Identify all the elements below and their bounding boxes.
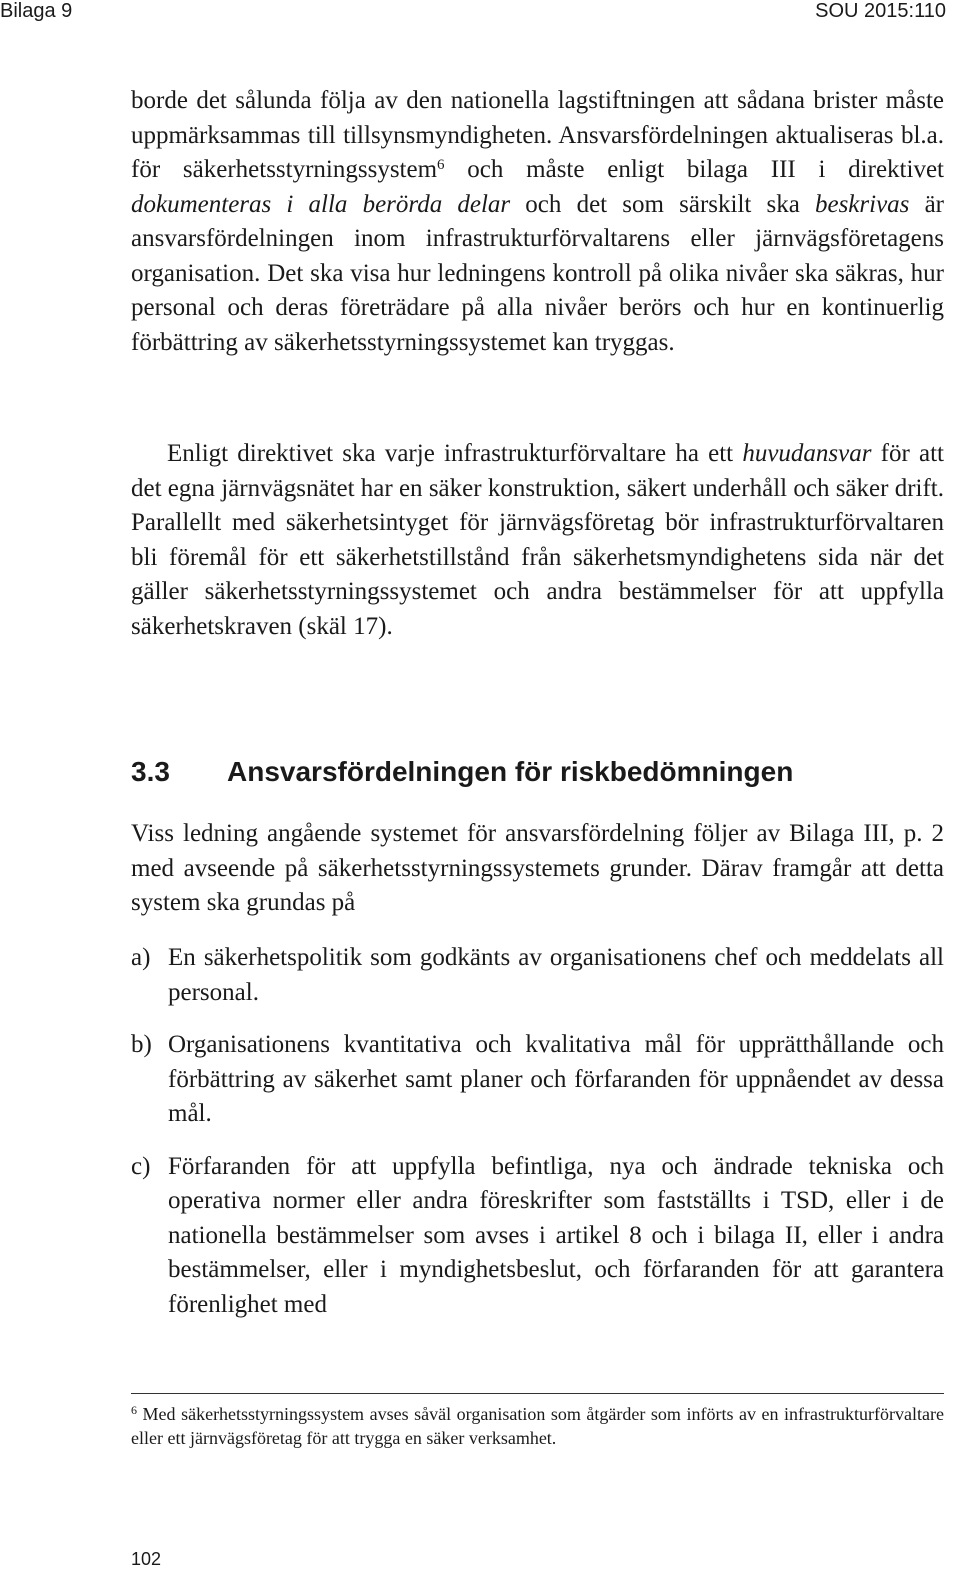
list-item: [131, 1150, 944, 1323]
text-run: för att det egna järnvägsnätet har en säker konstruktion, säkert underhåll och säker drift. Parallellt med säkerhetsintyget för järnvägsföretag bör infrastrukturförvaltaren bli föremål för ett säkerhetstillstånd från säkerhetsmyndighetens sida när det gäller säkerhetsstyrningssystemet och andra bestämmelser för att uppfylla säkerhetskraven (skäl 17).: [131, 440, 945, 640]
list-marker: a): [131, 944, 151, 971]
text-run: Enligt direktivet ska varje infrastrukturförvaltare ha ett: [167, 440, 743, 467]
list-item-text: En säkerhetspolitik som godkänts av organisationens chef och meddelats all personal.: [168, 944, 944, 1006]
footnote: [131, 1402, 944, 1450]
footnote-divider: [131, 1393, 944, 1394]
list-marker: c): [131, 1152, 151, 1180]
document-reference: SOU 2015:110: [815, 0, 946, 22]
section-number: 3.3: [131, 756, 170, 787]
text-run: borde det sålunda följa av den nationella lagstiftningen att sådana brister måste uppmärksammas till tillsynsmyndigheten. Ansvarsfördelningen aktualiseras bl.a. för säkerhetsstyrningssystem: [131, 87, 944, 183]
requirements-list: [131, 941, 944, 1340]
footnote-number: 6: [131, 1403, 137, 1417]
paragraph-text: [131, 84, 944, 360]
footnote-reference[interactable]: 6: [437, 157, 445, 173]
paragraph-text: Viss ledning angående systemet för ansvarsfördelning följer av Bilaga III, p. 2 med avseende på säkerhetsstyrningssystemets grunder. Därav framgår att detta system ska grundas på: [131, 820, 944, 916]
italic-text: beskrivas: [814, 190, 910, 218]
italic-text: huvudansvar: [742, 440, 872, 467]
body-paragraph-2: [131, 437, 944, 644]
appendix-label: Bilaga 9: [0, 0, 73, 22]
list-item-text: Förfaranden för att uppfylla befintliga, nya och ändrade tekniska och operativa normer eller andra föreskrifter som fastställts i TSD, eller i de nationella bestämmelser som avses i artikel 8 och i bilaga II, eller i andra bestämmelser, eller i myndighetsbeslut, och förfaranden för att garantera förenlighet med: [168, 1152, 944, 1318]
body-paragraph-3: [131, 817, 944, 921]
section-heading: [131, 756, 793, 788]
footnote-text: Med säkerhetsstyrningssystem avses såväl organisation som åtgärder som införts av en infrastrukturförvaltare eller ett järnvägsföretag för att trygga en säker verksamhet.: [131, 1404, 944, 1448]
paragraph-text: [131, 437, 944, 644]
page-header: [0, 0, 960, 30]
text-run: och det som särskilt ska: [510, 190, 815, 218]
page-number: 102: [131, 1549, 162, 1569]
list-marker: b): [131, 1031, 152, 1058]
italic-text: dokumenteras i alla berörda delar: [131, 190, 511, 218]
list-item: [131, 941, 944, 1010]
text-run: är ansvarsfördelningen inom infrastrukturförvaltarens eller järnvägsföretagens organisation. Det ska visa hur ledningens kontroll på olika nivåer ska säkras, hur personal och deras företrädare på alla nivåer berörs och hur en kontinuerlig förbättring av säkerhetsstyrningssystemet kan tryggas.: [131, 190, 944, 356]
section-title: Ansvarsfördelningen för riskbedömningen: [227, 756, 794, 787]
body-paragraph-1: [131, 84, 944, 360]
text-run: och måste enligt bilaga III i direktivet: [444, 156, 944, 183]
list-item: [131, 1028, 944, 1132]
list-item-text: Organisationens kvantitativa och kvalitativa mål för upprätthållande och förbättring av säkerhet samt planer och förfaranden för uppnåendet av dessa mål.: [168, 1031, 944, 1127]
